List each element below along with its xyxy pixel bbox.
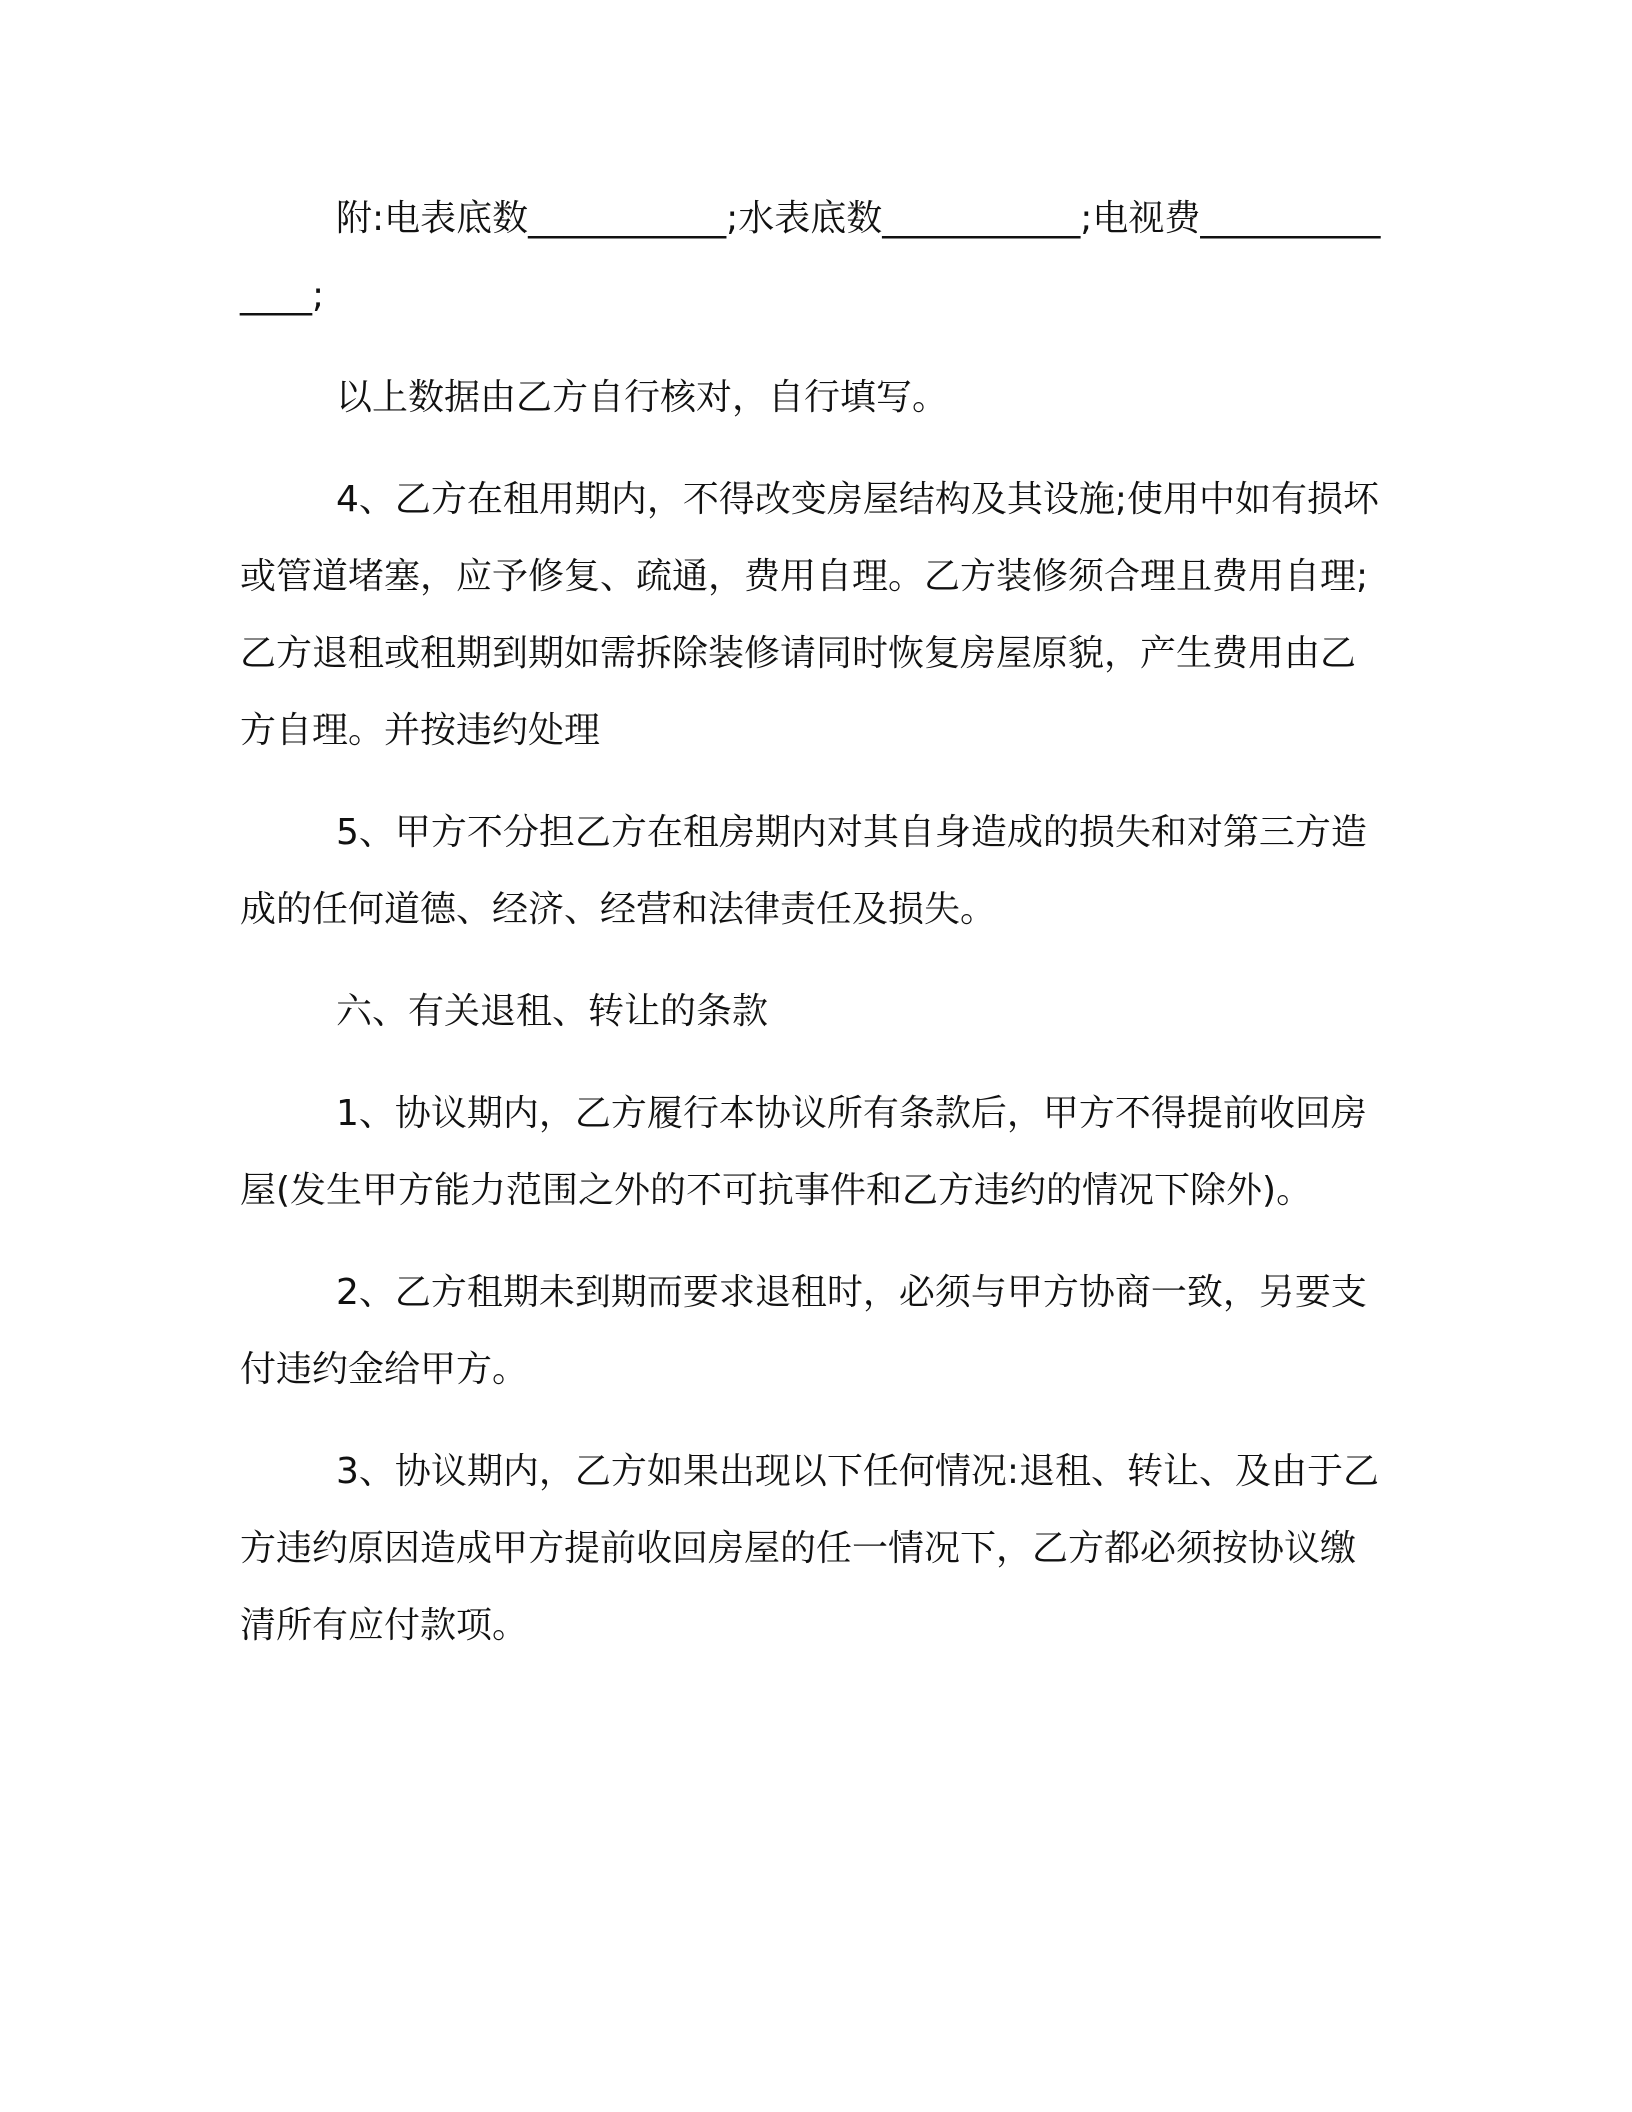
- self-check-paragraph: 以上数据由乙方自行核对，自行填写。: [336, 377, 949, 418]
- document-body: [240, 180, 1390, 1689]
- clause-6-1-paragraph: 1、协议期内，乙方履行本协议所有条款后，甲方不得提前收回房屋(发生甲方能力范围之外的不可抗事件和乙方违约的情况下除外)。: [240, 1093, 1367, 1211]
- clause-4-paragraph: 4、乙方在租用期内，不得改变房屋结构及其设施;使用中如有损坏或管道堵塞，应予修复、疏通，费用自理。乙方装修须合理且费用自理;乙方退租或租期到期如需拆除装修请同时恢复房屋原貌，产生费用由乙方自理。并按违约处理: [240, 479, 1380, 751]
- clause-5-paragraph: 5、甲方不分担乙方在租房期内对其自身造成的损失和对第三方造成的任何道德、经济、经营和法律责任及损失。: [240, 812, 1367, 930]
- section-6-heading: 六、有关退租、转让的条款: [336, 991, 769, 1032]
- meter-readings-paragraph: 附:电表底数___________;水表底数___________;电视费______________;: [240, 198, 1381, 316]
- clause-6-2-paragraph: 2、乙方租期未到期而要求退租时，必须与甲方协商一致，另要支付违约金给甲方。: [240, 1272, 1367, 1390]
- clause-6-3-paragraph: 3、协议期内，乙方如果出现以下任何情况:退租、转让、及由于乙方违约原因造成甲方提前收回房屋的任一情况下，乙方都必须按协议缴清所有应付款项。: [240, 1451, 1380, 1646]
